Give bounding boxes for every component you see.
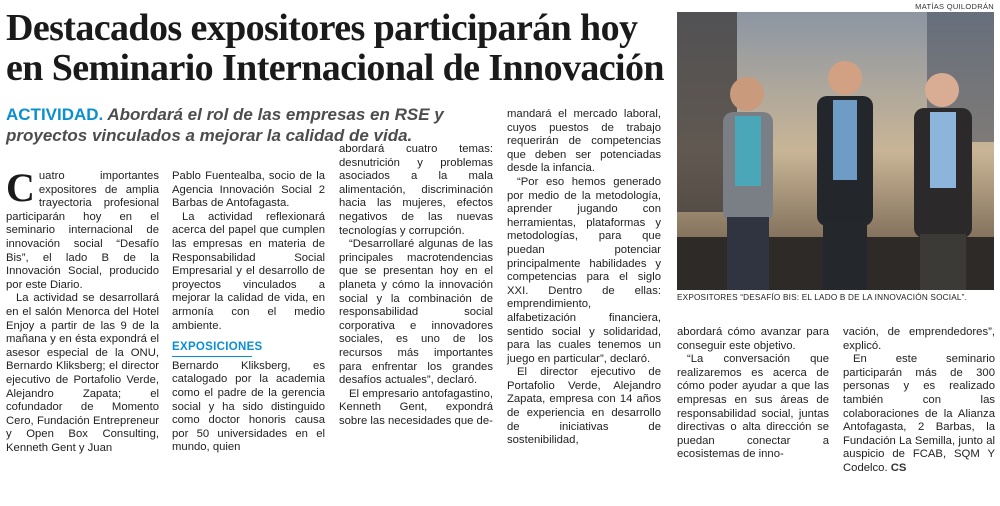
article-column-1 bbox=[6, 165, 159, 455]
col2-paragraph-2: La actividad reflexionará acerca del papel que cumplen las empresas en materia de Responsabilidad Social Empresarial y el desarrollo de proyectos vinculados a mejorar la calidad de vida, en armonía con el medio ambiente. bbox=[172, 210, 325, 332]
col2-paragraph-3: Bernardo Kliksberg, es catalogado por la academia como el padre de la gerencia social y ha sido distinguido como doctor honoris causa por 50 universidades en el mundo, quien bbox=[172, 359, 325, 454]
photo-illustration bbox=[677, 12, 994, 290]
article-column-4 bbox=[507, 108, 661, 448]
col4-paragraph-2: “Por eso hemos generado por medio de la metodología, aprender jugando con herramientas, plataformas y metodologías, para que puedan potenciar principalmente habilidades y competencias para el siglo XXI. Dentro de ellas: emprendimiento, alfabetización financiera, sentido social y solidaridad, para las cuales tenemos un juego en particular”, declaró. bbox=[507, 175, 661, 365]
article-column-2 bbox=[172, 170, 325, 455]
lead-text: Abordará el rol de las empresas en RSE y proyectos vinculados a mejorar la calidad de vida. bbox=[6, 105, 444, 145]
article-column-6 bbox=[843, 326, 995, 476]
col6-paragraph-2 bbox=[843, 353, 995, 475]
col4-paragraph-3: El director ejecutivo de Portafolio Verde, Alejandro Zapata, empresa con 14 años de experiencia en desarrollo de iniciativas de sostenibilidad, bbox=[507, 366, 661, 447]
headline bbox=[6, 8, 666, 88]
section-subhead: EXPOSICIONES bbox=[172, 341, 252, 357]
headline-line-2: en Seminario Internacional de Innovación bbox=[6, 47, 664, 89]
article-photo bbox=[677, 12, 994, 290]
photo-credit: MATÍAS QUILODRÁN bbox=[915, 2, 994, 11]
col6-paragraph-2-text: En este seminario participarán más de 300 personas y es realizado también con las colaboraciones de la Alianza Antofagasta, 2 Barbas, la Fundación La Semilla, junto al auspicio de FCAB, SQM Y Codelco. bbox=[843, 353, 995, 474]
col3-paragraph-1: abordará cuatro temas: desnutrición y problemas asociados a la mala alimentación, discriminación hacia las mujeres, efectos negativos de las nuevas tecnologías y corrupción. bbox=[339, 143, 493, 237]
headline-line-1: Destacados expositores participarán hoy bbox=[6, 7, 638, 49]
lead-paragraph bbox=[6, 104, 506, 146]
article-column-5 bbox=[677, 326, 829, 462]
col1-paragraph-2: La actividad se desarrollará en el salón Menorca del Hotel Enjoy a partir de las 9 de la mañana y en ésta expondrá el asesor especial de la ONU, Bernardo Kliksberg; el director ejecutivo de Portafolio Verde, Alejandro Zapata; el cofundador de Momento Cero, Fundación Entrepreneur y Open Box Consulting, Kenneth Gent y Juan bbox=[6, 292, 159, 454]
article-column-3 bbox=[339, 143, 493, 428]
col5-paragraph-1: abordará cómo avanzar para conseguir este objetivo. bbox=[677, 326, 829, 352]
lead-kicker: ACTIVIDAD. bbox=[6, 105, 104, 124]
col4-paragraph-1: mandará el mercado laboral, cuyos puestos de trabajo requerirán de competencias que deben ser potenciadas desde la infancia. bbox=[507, 108, 661, 175]
col3-paragraph-3: El empresario antofagastino, Kenneth Gent, expondrá sobre las necesidades que de- bbox=[339, 387, 493, 427]
col5-paragraph-2: “La conversación que realizaremos es acerca de cómo poder ayudar a que las empresas en sus áreas de responsabilidad social, juntas directivas o alta dirección se puedan conectar a ecosistemas de inno- bbox=[677, 353, 829, 461]
col1-paragraph-1: uatro importantes expositores de amplia trayectoria profesional participarán hoy en el seminario internacional de innovación social “Desafío Bis”, el lado B de la Innovación Social, producido por este Diario. bbox=[6, 170, 159, 291]
photo-caption: EXPOSITORES “DESAFÍO BIS: EL LADO B DE LA INNOVACIÓN SOCIAL”. bbox=[677, 293, 968, 302]
col6-paragraph-1: vación, de emprendedores”, explicó. bbox=[843, 326, 995, 352]
end-mark: CS bbox=[890, 461, 907, 474]
col2-paragraph-1: Pablo Fuentealba, socio de la Agencia Innovación Social 2 Barbas de Antofagasta. bbox=[172, 170, 325, 210]
drop-cap: C bbox=[6, 165, 35, 210]
col3-paragraph-2: “Desarrollaré algunas de las principales macrotendencias que se presentan hoy en el planeta y cómo la innovación social y la combinación de responsabilidad social corporativa e innovadores sociales, es uno de los recursos más importantes para enfrentar los grandes desafíos actuales”, declaró. bbox=[339, 238, 493, 387]
